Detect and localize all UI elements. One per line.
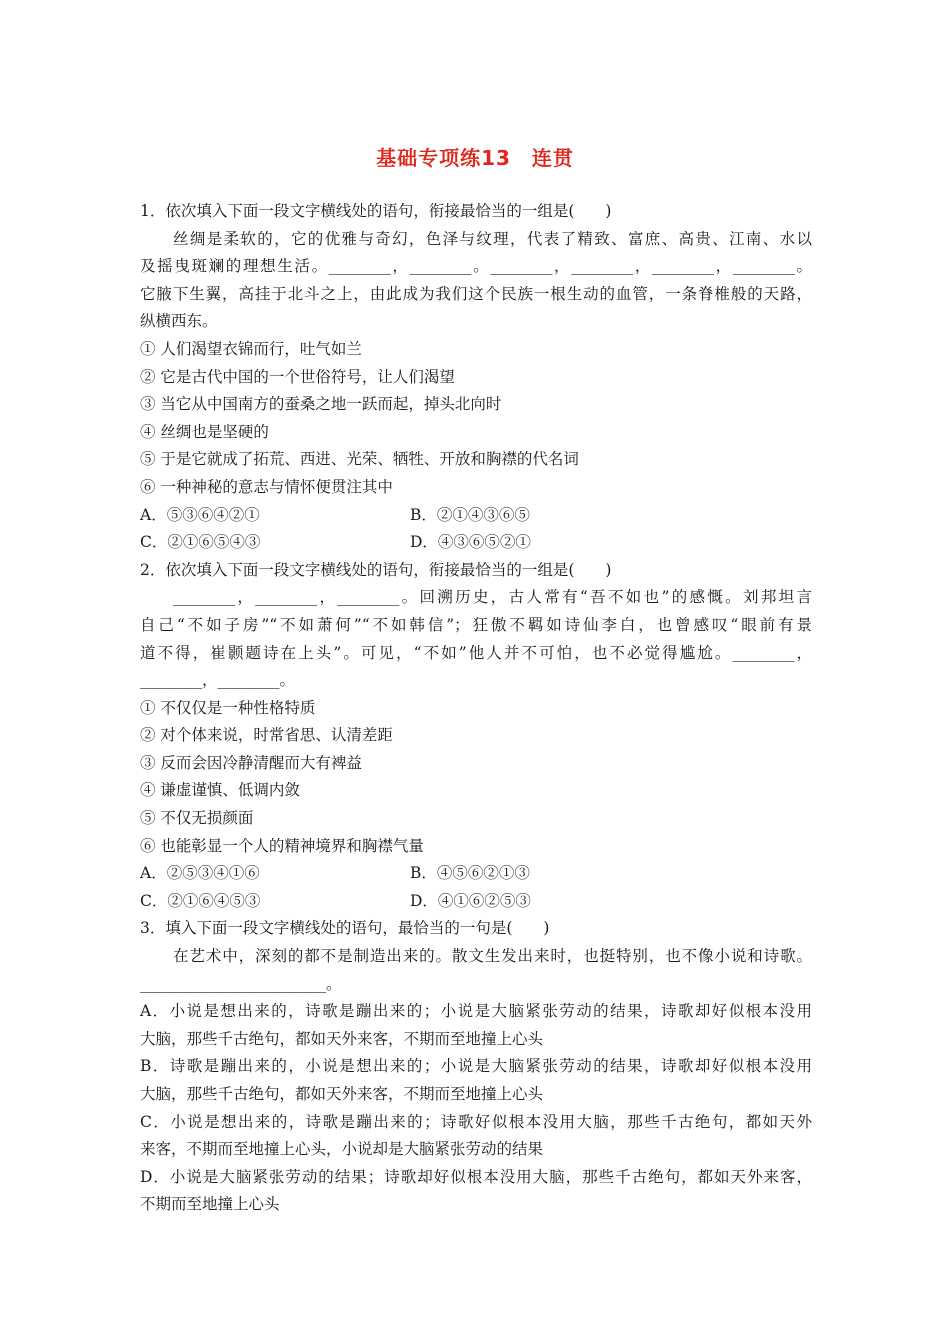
- question-stem: 3．填入下面一段文字横线处的语句，最恰当的一句是( ): [140, 919, 550, 938]
- document-body: [140, 198, 812, 1219]
- answer-option-c-cont: 来客，不期而至地撞上心头，小说却是大脑紧张劳动的结果: [140, 1140, 544, 1159]
- question-stem: 1．依次填入下面一段文字横线处的语句，衔接最恰当的一组是( ): [140, 202, 612, 220]
- passage-line: 自己“不如子房”“不如萧何”“不如韩信”；狂傲不羁如诗仙李白，也曾感叹“眼前有景: [140, 615, 812, 634]
- answer-options-row: [140, 860, 812, 888]
- list-item: ⑥ 一种神秘的意志与情怀便贯注其中: [140, 477, 393, 496]
- question-1: [140, 198, 812, 557]
- question-2: [140, 557, 812, 916]
- list-item: ③ 当它从中国南方的蚕桑之地一跃而起，掉头北向时: [140, 395, 502, 414]
- answer-option-b: B．④⑤⑥②①③: [410, 864, 530, 883]
- answer-option-d: D．④③⑥⑤②①: [410, 533, 531, 552]
- list-item: ② 它是古代中国的一个世俗符号，让人们渴望: [140, 367, 455, 386]
- list-item: ④ 丝绸也是坚硬的: [140, 422, 269, 441]
- passage-line: 道不得，崔颢题诗在上头”。可见，“不如”他人并不可怕，也不必觉得尴尬。________，: [140, 643, 812, 662]
- page-title: 基础专项练13 连贯: [376, 146, 574, 170]
- passage-line: 纵横西东。: [140, 312, 218, 331]
- list-item: ⑤ 于是它就成了拓荒、西进、光荣、牺牲、开放和胸襟的代名词: [140, 450, 579, 469]
- answer-option-b: B．诗歌是蹦出来的，小说是想出来的；小说是大脑紧张劳动的结果，诗歌却好似根本没用: [140, 1057, 812, 1076]
- list-item: ① 不仅仅是一种性格特质: [140, 698, 316, 717]
- answer-option-b-cont: 大脑，那些千古绝句，都如天外来客，不期而至地撞上心头: [140, 1085, 544, 1103]
- answer-option-c: C．②①⑥④⑤③: [140, 891, 261, 910]
- list-item: ② 对个体来说，时常省思、认清差距: [140, 726, 393, 745]
- passage-line: ________，________，________。回溯历史，古人常有“吾不如也”的感慨。刘邦坦言: [173, 588, 812, 607]
- answer-option-d: D．小说是大脑紧张劳动的结果；诗歌却好似根本没用大脑，那些千古绝句，都如天外来客，: [140, 1167, 812, 1186]
- answer-option-d-cont: 不期而至地撞上心头: [140, 1195, 280, 1214]
- question-3: [140, 915, 812, 1219]
- answer-options-row: [140, 502, 812, 530]
- passage-line: 丝绸是柔软的，它的优雅与奇幻，色泽与纹理，代表了精致、富庶、高贵、江南、水以: [173, 229, 812, 248]
- list-item: ④ 谦虚谨慎、低调内敛: [140, 781, 300, 800]
- answer-option-a-cont: 大脑，那些千古绝句，都如天外来客，不期而至地撞上心头: [140, 1029, 544, 1048]
- answer-option-d: D．④①⑥②⑤③: [410, 891, 531, 910]
- answer-option-b: B．②①④③⑥⑤: [410, 505, 530, 524]
- answer-options-row: [140, 888, 812, 916]
- passage-line: 及摇曳斑斓的理想生活。________，________。________，________，________，________。: [140, 257, 812, 276]
- answer-options-row: [140, 529, 812, 557]
- answer-option-a: A．⑤③⑥④②①: [140, 505, 260, 524]
- list-item: ⑥ 也能彰显一个人的精神境界和胸襟气量: [140, 836, 424, 855]
- answer-option-c: C．②①⑥⑤④③: [140, 533, 261, 552]
- list-item: ⑤ 不仅无损颜面: [140, 809, 254, 828]
- question-stem: 2．依次填入下面一段文字横线处的语句，衔接最恰当的一组是( ): [140, 560, 612, 579]
- passage-line: ________________________。: [140, 974, 342, 993]
- passage-line: 在艺术中，深刻的都不是制造出来的。散文生发出来时，也挺特别，也不像小说和诗歌。: [173, 947, 812, 966]
- answer-option-c: C．小说是想出来的，诗歌是蹦出来的；诗歌好似根本没用大脑，那些千古绝句，都如天外: [140, 1112, 812, 1131]
- answer-option-a: A．小说是想出来的，诗歌是蹦出来的；小说是大脑紧张劳动的结果，诗歌却好似根本没用: [140, 1002, 812, 1021]
- list-item: ① 人们渴望衣锦而行，吐气如兰: [140, 339, 362, 358]
- answer-option-a: A．②⑤③④①⑥: [140, 864, 260, 883]
- passage-line: 它腋下生翼，高挂于北斗之上，由此成为我们这个民族一根生动的血管，一条脊椎般的天路，: [140, 284, 812, 303]
- passage-line: ________，________。: [140, 671, 296, 690]
- list-item: ③ 反而会因冷静清醒而大有裨益: [140, 753, 362, 772]
